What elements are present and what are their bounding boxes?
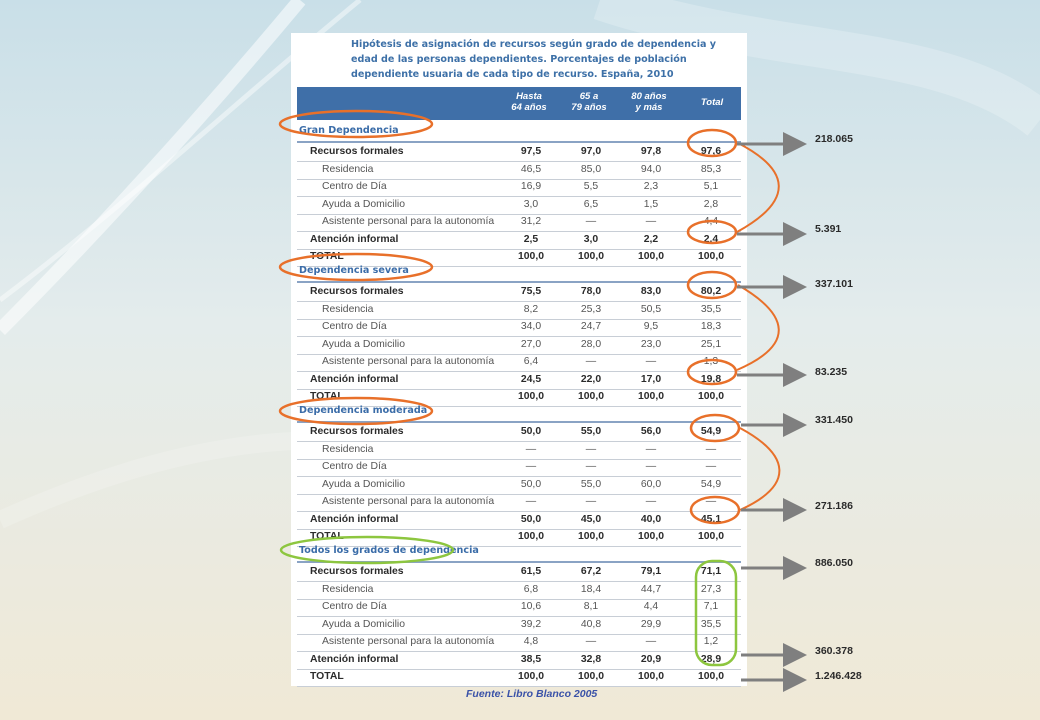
row-label: Asistente personal para la autonomía: [322, 496, 495, 507]
row-label: Recursos formales: [310, 146, 404, 157]
row-value: 6,4: [523, 356, 539, 367]
row-value: 97,5: [520, 146, 542, 157]
value-highlight: [691, 415, 739, 441]
row-value: 44,7: [640, 583, 662, 595]
row-value: —: [585, 216, 597, 227]
count-label: 218.065: [815, 133, 853, 145]
row-value: 22,0: [580, 373, 602, 385]
row-value: 3,0: [583, 233, 599, 245]
row-value: 23,0: [640, 338, 662, 350]
row-value: 5,1: [703, 181, 719, 192]
row-value: —: [585, 461, 597, 472]
row-value: 27,3: [700, 583, 722, 595]
row-value: 18,3: [700, 321, 722, 332]
row-label: Atención informal: [310, 233, 399, 245]
row-value: 40,8: [580, 618, 602, 630]
row-value: 4,8: [523, 636, 539, 647]
row-value: 71,1: [700, 566, 722, 577]
row-value: 1,2: [703, 636, 719, 647]
row-value: —: [705, 443, 717, 455]
row-value: 100,0: [697, 671, 724, 682]
row-value: 67,2: [580, 566, 602, 577]
row-label: Atención informal: [310, 513, 399, 525]
row-value: 50,5: [640, 303, 662, 315]
row-label: Centro de Día: [322, 461, 387, 472]
row-value: —: [645, 461, 657, 472]
row-value: 100,0: [517, 391, 544, 402]
row-label: TOTAL: [310, 251, 344, 262]
row-value: 25,1: [700, 338, 722, 350]
row-value: 7,1: [703, 601, 719, 612]
row-value: 60,0: [640, 478, 662, 490]
row-value: 45,1: [700, 513, 722, 525]
count-label: 1.246.428: [815, 670, 862, 682]
row-value: 61,5: [520, 566, 542, 577]
row-label: TOTAL: [310, 391, 344, 402]
row-value: 100,0: [697, 391, 724, 402]
row-value: 100,0: [697, 251, 724, 262]
row-value: 100,0: [517, 251, 544, 262]
total-column-highlight: [696, 561, 736, 665]
row-label: Residencia: [322, 303, 374, 315]
row-value: 85,3: [700, 163, 722, 175]
row-value: 50,0: [520, 513, 542, 525]
row-value: 9,5: [643, 321, 659, 332]
col-header-80-plus: 80 años y más: [631, 91, 667, 113]
row-label: Recursos formales: [310, 566, 404, 577]
count-label: 337.101: [815, 278, 853, 290]
row-value: 3,0: [523, 198, 539, 210]
row-label: Residencia: [322, 163, 374, 175]
connector-curve: [737, 285, 779, 370]
row-value: 54,9: [700, 478, 722, 490]
row-value: —: [645, 496, 657, 507]
row-value: 75,5: [520, 286, 542, 297]
value-highlight: [688, 360, 736, 384]
row-value: 1,3: [703, 356, 719, 367]
row-label: Recursos formales: [310, 426, 404, 437]
count-label: 886.050: [815, 557, 853, 569]
row-value: 16,9: [520, 181, 542, 192]
row-value: —: [525, 496, 537, 507]
row-value: 100,0: [517, 671, 544, 682]
row-value: 39,2: [520, 618, 542, 630]
row-label: Ayuda a Domicilio: [322, 338, 405, 350]
row-value: 100,0: [577, 671, 604, 682]
row-value: 1,5: [643, 198, 659, 210]
value-highlight: [688, 272, 736, 298]
row-label: Asistente personal para la autonomía: [322, 356, 495, 367]
row-value: 100,0: [637, 531, 664, 542]
row-value: 54,9: [700, 426, 722, 437]
count-label: 360.378: [815, 645, 853, 657]
row-label: Ayuda a Domicilio: [322, 618, 405, 630]
row-value: 31,2: [520, 216, 542, 227]
row-value: —: [645, 443, 657, 455]
row-value: 28,0: [580, 338, 602, 350]
count-label: 271.186: [815, 500, 853, 512]
connector-curve: [737, 143, 779, 232]
row-value: 50,0: [520, 426, 542, 437]
row-value: —: [645, 216, 657, 227]
row-value: 2,3: [643, 181, 659, 192]
row-value: —: [705, 496, 717, 507]
row-value: 28,9: [700, 653, 722, 665]
row-value: 35,5: [700, 618, 722, 630]
row-value: —: [585, 496, 597, 507]
row-value: —: [525, 461, 537, 472]
row-value: 2,8: [703, 198, 719, 210]
row-label: Centro de Día: [322, 321, 387, 332]
col-header-65-79: 65 a 79 años: [571, 91, 607, 113]
row-value: —: [585, 636, 597, 647]
row-value: 2,2: [643, 233, 659, 245]
row-value: 8,2: [523, 303, 539, 315]
row-value: 2,4: [703, 233, 719, 245]
row-value: 24,7: [580, 321, 602, 332]
row-value: 100,0: [577, 251, 604, 262]
row-value: 4,4: [703, 216, 719, 227]
row-value: 85,0: [580, 163, 602, 175]
section-heading: Todos los grados de dependencia: [299, 545, 479, 556]
row-value: 5,5: [583, 181, 599, 192]
row-value: 100,0: [577, 391, 604, 402]
row-value: —: [645, 356, 657, 367]
row-value: —: [645, 636, 657, 647]
row-value: 55,0: [580, 426, 602, 437]
row-label: Asistente personal para la autonomía: [322, 216, 495, 227]
row-label: Atención informal: [310, 373, 399, 385]
row-value: 19,8: [700, 373, 722, 385]
value-highlight: [688, 130, 736, 156]
row-value: —: [525, 443, 537, 455]
row-value: 56,0: [640, 426, 662, 437]
row-value: 6,5: [583, 198, 599, 210]
row-value: 100,0: [577, 531, 604, 542]
row-label: Asistente personal para la autonomía: [322, 636, 495, 647]
row-value: 80,2: [700, 286, 722, 297]
row-value: 2,5: [523, 233, 539, 245]
row-value: 55,0: [580, 478, 602, 490]
row-value: 50,0: [520, 478, 542, 490]
connector-curve: [740, 428, 779, 510]
row-value: 97,8: [640, 146, 662, 157]
row-value: 46,5: [520, 163, 542, 175]
section-highlight-moderada: [280, 398, 432, 424]
value-highlight: [691, 497, 739, 523]
row-value: 10,6: [520, 601, 542, 612]
row-value: 100,0: [697, 531, 724, 542]
section-heading: Dependencia severa: [299, 265, 409, 276]
row-value: 18,4: [580, 583, 602, 595]
row-label: TOTAL: [310, 671, 344, 682]
row-value: —: [585, 356, 597, 367]
row-value: 97,0: [580, 146, 602, 157]
row-value: —: [585, 443, 597, 455]
row-label: Ayuda a Domicilio: [322, 198, 405, 210]
col-header-total: Total: [700, 97, 724, 108]
row-value: 29,9: [640, 618, 662, 630]
count-label: 83.235: [815, 366, 848, 378]
section-heading: Gran Dependencia: [299, 125, 399, 136]
section-highlight-severa: [280, 254, 432, 280]
row-value: 100,0: [637, 251, 664, 262]
section-highlight-gran: [280, 111, 432, 137]
row-label: Centro de Día: [322, 181, 387, 192]
row-value: 100,0: [637, 391, 664, 402]
row-value: 4,4: [643, 601, 659, 612]
row-label: Centro de Día: [322, 601, 387, 612]
row-value: 83,0: [640, 286, 662, 297]
table-title: Hipótesis de asignación de recursos según grado de dependencia y edad de las personas dependientes. Porcentajes de población dependiente usuaria de cada tipo de recurso. España, 2010: [351, 39, 717, 80]
row-value: 78,0: [580, 286, 602, 297]
section-heading: Dependencia moderada: [299, 405, 428, 416]
value-highlight: [688, 221, 736, 243]
row-value: 45,0: [580, 513, 602, 525]
source-caption: Fuente: Libro Blanco 2005: [466, 688, 598, 700]
row-label: Atención informal: [310, 653, 399, 665]
row-label: TOTAL: [310, 531, 344, 542]
row-value: 35,5: [700, 303, 722, 315]
row-value: 27,0: [520, 338, 542, 350]
row-value: 79,1: [640, 566, 662, 577]
row-value: 40,0: [640, 513, 662, 525]
section-highlight-todos: [281, 537, 453, 563]
row-label: Recursos formales: [310, 286, 404, 297]
row-value: 17,0: [640, 373, 662, 385]
row-value: 34,0: [520, 321, 542, 332]
row-value: 32,8: [580, 653, 602, 665]
row-value: 38,5: [520, 653, 542, 665]
row-value: 6,8: [523, 583, 539, 595]
count-label: 5.391: [815, 223, 842, 235]
row-value: 20,9: [640, 653, 662, 665]
row-value: 100,0: [517, 531, 544, 542]
count-label: 331.450: [815, 414, 853, 426]
row-label: Residencia: [322, 583, 374, 595]
row-label: Ayuda a Domicilio: [322, 478, 405, 490]
row-value: 100,0: [637, 671, 664, 682]
row-label: Residencia: [322, 443, 374, 455]
row-value: —: [705, 461, 717, 472]
row-value: 24,5: [520, 373, 542, 385]
row-value: 25,3: [580, 303, 602, 315]
row-value: 94,0: [640, 163, 662, 175]
row-value: 97,6: [700, 146, 722, 157]
row-value: 8,1: [583, 601, 599, 612]
col-header-under-64: Hasta 64 años: [511, 91, 547, 113]
